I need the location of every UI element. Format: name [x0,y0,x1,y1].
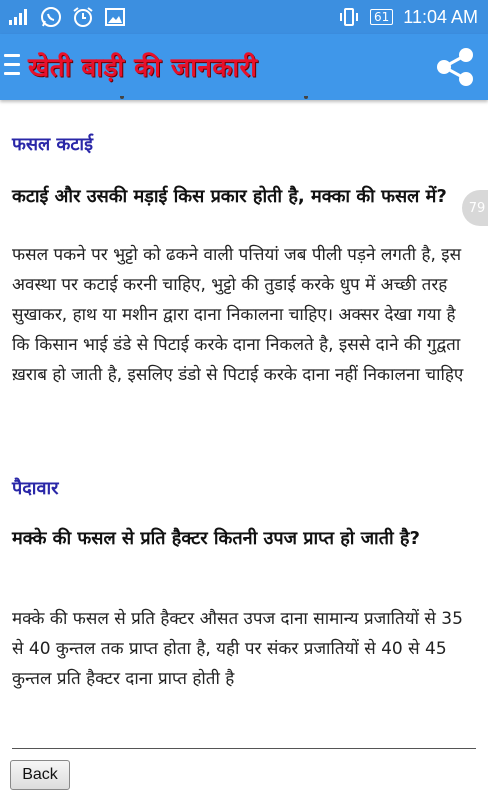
divider [12,748,476,749]
scrolled-text-fragment [12,96,476,104]
image-icon [104,6,126,28]
alarm-icon [72,6,94,28]
hamburger-icon[interactable] [4,54,20,78]
battery-indicator: 61 [370,9,393,25]
section-heading-harvest: फसल कटाई [12,134,93,155]
scroll-position-indicator[interactable]: 79 [462,190,488,226]
app-bar [0,34,488,100]
app-title: खेती बाड़ी की जानकारी [28,53,258,83]
signal-icon [8,6,30,28]
question-yield: मक्के की फसल से प्रति हैक्टर कितनी उपज प्राप्त हो जाती है? [12,528,420,549]
vibrate-icon [338,6,360,28]
answer-harvest: फसल पकने पर भुट्टो को ढकने वाली पत्तियां जब पीली पड़ने लगती है, इस अवस्था पर कटाई करनी चाहिए, भुट्टो की तुडाई करके धुप में अच्छी तरह सुखाकर, हाथ या मशीन द्वारा दाना निकालना चाहिए। अक्सर देखा गया है कि किसान भाई डंडे से पिटाई करके दाना निकलते है, इससे दाने की गुद्वता ख़राब हो जाती है, इसलिए डंडो से पिटाई करके दाना नहीं निकालना चाहिए [12,245,464,385]
status-bar [0,0,488,34]
clock: 11:04 AM [403,6,478,27]
share-icon[interactable] [432,44,478,90]
back-button[interactable]: Back [10,760,70,790]
section-heading-yield: पैदावार [12,478,59,499]
whatsapp-icon [40,6,62,28]
answer-yield: मक्के की फसल से प्रति हैक्टर औसत उपज दाना सामान्य प्रजातियों से 35 से 40 कुन्तल तक प्राप्त होता है, यही पर संकर प्रजातियों से 40 से 45 कुन्तल प्रति हैक्टर दाना प्राप्त होती है [12,609,463,689]
question-harvest: कटाई और उसकी मड़ाई किस प्रकार होती है, मक्का की फसल में? [12,186,447,207]
